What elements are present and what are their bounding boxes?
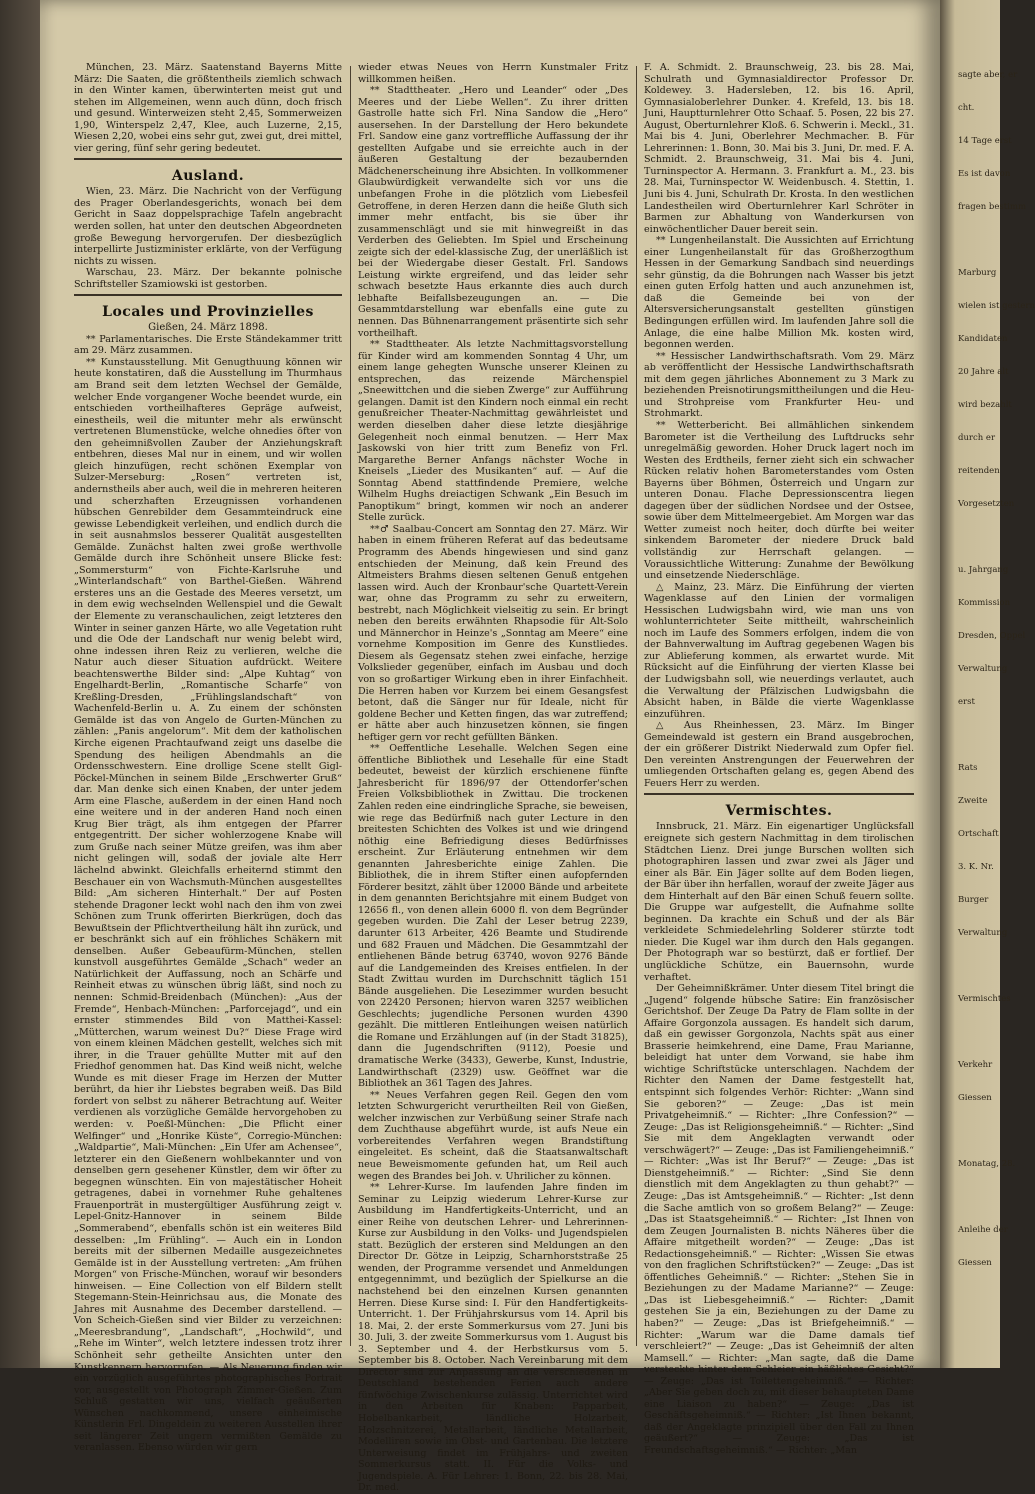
article-saalbau-concert: **♂ Saalbau-Concert am Sonntag den 27. März. Wir haben in einem früheren Referat auf das bedeutsame Programm des Abends hingewiesen und sind ganz entschieden der Meinung, daß kein Freund des Altmeisters Brahms diesen seltenen Genuß entgehen lassen wird. Auch der Kronbaur'sche Quartett-Verein war, ohne das Programm zu sehr zu erweitern, bestrebt, nach Möglichkeit vielseitig zu sein. Er bringt neben den bereits erwähnten Rhapsodie für Alt-Solo und Männerchor in Heinze's „Sonntag am Meere“ eine vornehme Komposition im Genre des Kunstliedes. Diesem als Gegensatz stehen zwei einfache, herzige Volkslieder gegenüber, einfach im Ausbau und doch von so großartiger Wirkung eben in ihrer Einfachheit. Die Herren haben vor Kurzem bei einem Gesangsfest betont, daß die Sänger nur für Ideale, nicht für goldene Becher und Ketten fingen, das war zutreffend; er hätte aber auch hinzusetzen können, sie fingen heftiger gern vor recht gefüllten Bänken. [358, 523, 628, 743]
column-3 [644, 62, 914, 1456]
section-heading-locales: Locales und Provinzielles [102, 304, 314, 321]
adjacent-page-line: Monatag, 28. [958, 1159, 1016, 1169]
article-teacher-courses: ** Lehrer-Kurse. Im laufenden Jahre finden im Seminar zu Leipzig wiederum Lehrer-Kurse zur Ausbildung im Handfertigkeits-Unterricht, und an einer Reihe von deutschen Lehrer- und Lehrerinnen-Kurse zur Ausbildung in den Volks- und Jugendspielen statt. Bezüglich der ersteren sind Meldungen an den Director Dr. Götze in Leipzig, Scharnhorststraße 25 wenden, der Programme versendet und Anmeldungen entgegennimmt, und bezüglich der Spielkurse an die nachstehend bei den einzelnen Kursen genannten Herren. Diese Kurse sind: I. Für den Handfertigkeits-Unterricht. 1. Der Frühjahrskursus vom 14. April bis 18. Mai, 2. der erste Sommerkursus vom 27. Juni bis 30. Juli, 3. der zweite Sommerkursus vom 1. August bis 3. September und 4. der Herbstkursus vom 5. September bis 8. October. Nach Vereinbarung mit dem Director sind zur Anpassung an die verschiedenen in Deutschland bestehenden Ferien auch andere fünfwöchige Zwischenkurse zulässig. Unterrichtet wird in den Arbeiten für Knaben: Papparbeit, Hobelbankarbeit, ländliche Holzarbeit, Holzschnitzerei, Metallarbeit, ländliche Metallarbeit, Modelliren sowie im Obst- und Gartenbau. Die letztere Unterweisung findet im Frühjahrs- und zweiten Sommerkursus statt. II. Für die Volks- und Jugendspiele. A. Für Lehrer: 1. Bonn, 22. bis 28. Mai, Dr. med. [358, 1182, 628, 1494]
divider [74, 294, 342, 296]
adjacent-page-line [940, 730, 1000, 741]
adjacent-page-line: Ortschaft [958, 829, 999, 839]
article-mainz-railway: △ Mainz, 23. März. Die Einführung der vierten Wagenklasse auf den Linien der vormaligen Hessischen Ludwigsbahn wird, wie man uns von wohlunterrichteter Seite mittheilt, wahrscheinlich noch im Laufe des Sommers erfolgen, indem die von der Bahnverwaltung im Auftrag gegebenen Wagen bis zur Ablieferung kommen, als erwartet wurde. Mit Rücksicht auf die Einführung der vierten Klasse bei der Ludwigsbahn soll, wie neuerdings verlautet, auch die Verwaltung der Pfälzischen Ludwigsbahn die Absicht haben, in Bälde die vierte Wagenklasse einzuführen. [644, 581, 914, 720]
article-continuation: wieder etwas Neues von Herrn Kunstmaler Fritz willkommen heißen. [358, 62, 628, 85]
adjacent-page-line [940, 1126, 1000, 1137]
column-rule [350, 66, 351, 1346]
adjacent-page-line: cht. [958, 103, 975, 113]
article-parliament: ** Parlamentarisches. Die Erste Ständekammer tritt am 29. März zusammen. [74, 333, 342, 357]
column-2 [358, 62, 628, 1494]
adjacent-page-line: Vermischtes [958, 994, 1011, 1004]
article-vienna: Wien, 23. März. Die Nachricht von der Verfügung des Prager Oberlandesgerichts, wonach bei dem Gericht in Saaz doppelsprachige Tafeln angebracht werden sollen, hat unter den deutschen Abgeordneten große Bewegung hervorgerufen. Der diesbezüglich interpellirte Justizminister erklärte, von der Verfügung nichts zu wissen. [74, 186, 342, 267]
text-columns [74, 62, 914, 1494]
adjacent-page-line: Giessen [958, 1093, 992, 1103]
adjacent-page-line: wielen ist gestern [958, 301, 1035, 311]
adjacent-page-line: 14 Tage erst [958, 136, 1012, 146]
adjacent-page-line: reitenden [958, 466, 1000, 476]
adjacent-page-line: Zweite [958, 796, 988, 806]
section-heading-vermischtes: Vermischtes. [725, 803, 833, 820]
column-rule [636, 66, 637, 1346]
section-heading-ausland: Ausland. [171, 168, 245, 185]
adjacent-page-line: Verwaltung [958, 928, 1008, 938]
article-theatre-hero: ** Stadttheater. „Hero und Leander“ oder „Des Meeres und der Liebe Wellen“. Zu ihrer dritten Gastrolle hatte sich Frl. Nina Sandow die „Hero“ ausersehen. In der Darstellung der Hero bekundete Frl. Sandow eine ganz vortreffliche Auffassung der ihr gestellten Aufgabe und sie erreichte auch in der äußeren Gestaltung der bezaubernden Mädchenerscheinung ihre Absichten. In vollkommener Glaubwürdigkeit verwandelte sich vor uns die unbefangen Frohe in die plötzlich vom Liebesfeil Getroffene, in deren Herzen dann die heiße Gluth sich immer mehr entfacht, bis sie über ihr zusammenschlägt und sie mit hinwegreißt in das Verderben des Geliebten. Im Spiel und Erscheinung zeigte sich der edel-klassische Zug, der unerläßlich ist bei der Wiedergabe dieser Gestalt. Frl. Sandows Leistung wirkte ergreifend, und das leider sehr schwach besetzte Haus erkannte dies auch durch lebhafte Beifallsbezeugungen an. — Die Gesammtdarstellung war ebenfalls eine gute zu nennen. Das Bühnenarrangement präsentirte sich sehr vortheilhaft. [358, 85, 628, 339]
newspaper-page [40, 0, 940, 1494]
column-1 [74, 62, 342, 1454]
article-weather-report: ** Wetterbericht. Bei allmählichen sinkendem Barometer ist die Vertheilung des Luftdrucks sehr unregelmäßig geworden. Hoher Druck lagert noch im Westen des Erdtheils, ferner zieht sich ein schwacher Rücken relativ hohen Barometerstandes vom Osten Bayerns über Böhmen, Österreich und Ungarn zur unteren Donau. Flache Depressionscentra liegen dagegen über der südlichen Nordsee und der Ostsee, sowie über dem Mittelmeergebiet. Am Morgen war das Wetter zumeist noch heiter, doch dürfte bei weiter sinkendem Barometer der niedere Druck bald vollständig zur Herrschaft gelangen. — Voraussichtliche Witterung: Zunahme der Bewölkung und einsetzende Niederschläge. [644, 419, 914, 582]
adjacent-page-fragment [940, 0, 1035, 1368]
adjacent-page-line: Rats [958, 763, 978, 773]
divider [644, 793, 914, 795]
article-art-exhibition: ** Kunstausstellung. Mit Genugthuung können wir heute konstatiren, daß die Ausstellung im Thurmhaus am Brand seit dem letzten Wechsel der Gemälde, welcher Ende vorgangener Woche beendet wurde, ein entschieden vortheilhafteres Gepräge aufweist, einestheils, weil die mitunter mehr als erwünscht vertretenen Blumenstücke, welche ohnedies öfter von den geheimnißvollen Zauber der Anziehungskraft entbehren, dieses Mal nur in einem, und wir wollen gleich hinzufügen, recht schönen Exemplar von Sulzer-Merseburg: „Rosen“ vertreten ist, andernstheils aber auch, weil die in mehreren heiteren und scherzhaften Erzeugnissen vorhandenen hübschen Genrebilder dem Gesammteindruck eine gewisse Lebendigkeit verleihen, und endlich durch die in seit ausnahmslos besserer Qualität ausgestellten Gemälde. Zunächst halten zwei große werthvolle Gemälde durch ihre Schönheit unsere Blicke fest: „Sommersturm“ von Fichte-Karlsruhe und „Winterlandschaft“ von Barthel-Gießen. Während ersteres uns an die Gestade des Meeres versetzt, um in dem ewig wechselnden Wellenspiel und die Gewalt der Elemente zu veranschaulichen, zeigt letzteres den Winter in seiner ganzen Härte, wo alle Vegetation ruht und die Ode der Landschaft nur wenig belebt wird, ohne indessen ihren Reiz zu verlieren, welche die Natur auch dieser Situation aufdrückt. Weitere beachtenswerthe Bilder sind: „Alpe Kuhtag“ von Engelhardt-Berlin, „Romantische Scharfe“ von Kreßling-Dresden, „Frühlingslandschaft“ von Wachenfeld-Berlin u. A. Zu einem der schönsten Gemälde ist das von Angelo de Gurten-München zu zählen: „Panis angelorum“. Mit dem der katholischen Kirche eigenen Prachtaufwand zeigt uns daselbe die Spendung des heiligen Abendmahls an die Ordensschwestern. Eine drollige Scene stellt Gigl-Pöckel-München in seinem Bilde „Erschwerter Gruß“ dar. Man denke sich einen Knaben, der unter jedem Arm eine Flasche, außerdem in der einen Hand noch eine weitere und in der anderen Hand noch einen Krug Bier trägt, als ihm entgegen der Pfarrer entgegentritt. Der sicher wohlerzogene Knabe will zum Gruße nach seiner Mütze greifen, was ihm aber nicht gelingen will, sodaß der joviale alte Herr lächelnd abwinkt. Gleichfalls erheiternd stimmt den Beschauer ein von Wachsmuth-München ausgestelltes Bild: „Am sicheren Hinterhalt.“ Der auf Posten stehende Dragoner leckt wohl nach den ihm von zwei Schönen zum Trunk offerirten Bierkrügen, doch das Bewußtsein der Pflichtvertheilung hält ihn zurück, und er beschränkt sich auf ein fröhliches Schäkern mit denselben. Außer Gebeaufürm-München, stellen kunstvoll ausgeführtes Gemälde „Schach“ weder an Natürlichkeit der Auffassung, noch an Schärfe und Reinheit etwas zu wünschen übrig läßt, sind noch zu nennen: Schmid-Breidenbach (München): „Aus der Fremde“, Henbach-München: „Parforcejagd“, und ein ernster stimmendes Bild von Matthei-Kassel: „Mütterchen, warum weinest Du?“ Diese Frage wird von einem kleinen Mädchen gestellt, welches sich mit ihrer, in die Trauer gehüllte Mutter mit auf den Friedhof genommen hat. Das Kind weiß nicht, welche Wunde es mit dieser Frage im Herzen der Mutter berührt, da hier ihr Liebstes begraben weiß. Das Bild fordert von selbst zu näherer Betrachtung auf. Weiter verdienen als vorzügliche Gemälde hervorgehoben zu werden: v. Poeßl-München: „Die Pflicht einer Welfinger“ und „Honrike Küste“, Corregio-München: „Waldpartie“, Mali-München: „Ein Ufer am Achensee“, letzterer ein den Gießenern wohlbekannter und von denselben gern gesehener Künstler, dem wir öfter zu begegnen wünschten. Ein von majestätischer Hoheit getragenes, dabei in vornehmer Ruhe gehaltenes Frauenporträt in mustergültiger Ausführung zeigt v. Lepel-Gnitz-Hannover in seinem Bilde „Sommerabend“, ebenfalls schön ist ein weiteres Bild desselben: „Im Frühling“. — Auch ein in London bereits mit der silbernen Medaille ausgezeichnetes Gemälde ist in der Ausstellung vertreten: „Am frühen Morgen“ von Frische-München, worauf wir besonders hinweisen. — Eine Collection von elf Bildern stellt Stegemann-Stein-Heinrichsau aus, die Monate des Jahres mit Ausnahme des December darstellend. — Von Scheich-Gießen sind vier Bilder zu verzeichnen: „Meeresbrandung“, „Landschaft“, „Hochwild“, und „Rehe im Winter“, welch letztere indessen trotz ihrer Schönheit sehr getheilte Ansichten unter den Kunstkennern hervorrufen. — Als Neuerung finden wir ein vorzüglich ausgeführtes photographisches Portrait vor, ausgestellt von Photograph Zimmer-Gießen. Zum Schluß gestatten wir uns, vielfach geäußerten Wünschen nachkommend, unsere einheimische Künstlerin Frl. Dingeldein zu weiteren Ausstellen ihrer seit längerer Zeit ungern vermißten Gemälde zu veranlassen. Ebenso würden wir gern [74, 356, 342, 1454]
adjacent-page-line [940, 1027, 1000, 1038]
adjacent-page-line [940, 235, 1000, 246]
dateline: Gießen, 24. März 1898. [148, 322, 268, 334]
adjacent-page-line: Marburg [958, 268, 997, 278]
article-courses-continued: F. A. Schmidt. 2. Braunschweig, 23. bis 28. Mai, Schulrath und Gymnasialdirector Professor Dr. Koldewey. 3. Hadersleben, 12. bis 16. April, Gymnasialoberlehrer Dunker. 4. Krefeld, 13. bis 18. Juni, Hauptturnlehrer Otto Schaaf. 5. Posen, 22 bis 27. August, Oberturnlehrer Kloß. 6. Schwerin i. Meckl., 31. Mai bis 4. Juni, Oberlehrer Mechmacher. B. Für Lehrerinnen: 1. Bonn, 30. Mai bis 3. Juni, Dr. med. F. A. Schmidt. 2. Braunschweig, 31. Mai bis 4. Juni, Turninspector A. Hermann. 3. Frankfurt a. M., 23. bis 28. Mai, Turninspector W. Weidenbusch. 4. Stettin, 1. Juni bis 4. Juni, Schulrath Dr. Krosta. In den westlichen Landestheilen wird Oberturnlehrer Karl Schröter in Barmen zur Abhaltung von Wanderkursen von einwöchentlicher Dauer bereit sein. [644, 62, 914, 235]
article-reil-trial: ** Neues Verfahren gegen Reil. Gegen den vom letzten Schwurgericht verurtheilten Reil von Gießen, welcher inzwischen zur Verbüßung seiner Strafe nach dem Zuchthause abgeführt wurde, ist aufs Neue ein vorbereitendes Verfahren wegen Brandstiftung eingeleitet. Es scheint, daß die Staatsanwaltschaft neue Beweismomente gefunden hat, um Reil auch wegen des Brandes bei Joh. v. Uhrilicher zu können. [358, 1089, 628, 1182]
adjacent-page-line: Verwaltung [958, 664, 1008, 674]
article-lung-sanatorium: ** Lungenheilanstalt. Die Aussichten auf Errichtung einer Lungenheilanstalt für das Großherzogthum Hessen in der Gemarkung Sandbach sind neuerdings sehr günstig, da die Bohrungen nach Wasser bis jetzt einen guten Erfolg hatten und auch anzunehmen ist, daß die Gemeinde bei von der Altersversicherungsanstalt gestellten günstigen Bedingungen erfüllen wird. Im laufenden Jahre soll die Anlage, die eine halbe Million Mk. kosten wird, begonnen werden. [644, 235, 914, 351]
article-warsaw: Warschau, 23. März. Der bekannte polnische Schriftsteller Szamiowski ist gestorben. [74, 267, 342, 290]
adjacent-page-line: Burger [958, 895, 989, 905]
adjacent-page-line: u. Jahrgang [958, 565, 1009, 575]
article-agriculture-council: ** Hessischer Landwirthschaftsrath. Vom 29. März ab veröffentlicht der Hessische Landwirthschaftsrath mit dem gegen jährliches Abonnement zu 3 Mark zu beziehenden Preisnotirungsmittheilungen und die Heu- und Strohpreise vom Frankfurter Heu- und Strohmarkt. [644, 350, 914, 420]
adjacent-page-text [940, 0, 1035, 1269]
article-secret-keeper: Der Geheimnißkrämer. Unter diesem Titel bringt die „Jugend“ folgende hübsche Satire: Ein französischer Gerichtshof. Der Zeuge Da Patry de Flam sollte in der Affaire Gorgonzola aussagen. Es handelt sich darum, daß ein gewisser Gorgonzola, Nachts spät aus einer Brasserie heimkehrend, eine Dame, Frau Marianne, beleidigt hat unter dem Vorwand, sie habe ihm wichtige Schriftstücke unterschlagen. Nachdem der Richter den Namen der Dame festgestellt hat, entspinnt sich folgendes Verhör: Richter: „Wann sind Sie geboren?“ — Zeuge: „Das ist mein Privatgeheimniß.“ — Richter: „Ihre Confession?“ — Zeuge: „Das ist Religionsgeheimniß.“ — Richter: „Sind Sie mit dem Angeklagten verwandt oder verschwägert?“ — Zeuge: „Das ist Familiengeheimniß.“ — Richter: „Was ist Ihr Beruf?“ — Zeuge: „Das ist Dienstgeheimniß.“ — Richter: „Sind Sie denn dienstlich mit dem Angeklagten zu thun gehabt?“ — Zeuge: „Das ist Amtsgeheimniß.“ — Richter: „Ist denn die Sache amtlich von so großem Belang?“ — Zeuge: „Das ist Staatsgeheimniß.“ — Richter: „Ist Ihnen von dem Zeugen Journalisten B. nichts Näheres über die Affaire mitgetheilt worden?“ — Zeuge: „Das ist Redactionsgeheimniß.“ — Richter: „Wissen Sie etwas von den fraglichen Schriftstücken?“ — Zeuge: „Das ist öffentliches Geheimniß.“ — Richter: „Stehen Sie in Beziehungen zu der Madame Marianne?“ — Zeuge: „Das ist Liebesgeheimniß.“ — Richter: „Damit gestehen Sie ja ein, Beziehungen zu der Dame zu haben?“ — Zeuge: „Das ist Briefgeheimniß.“ — Richter: „Warum war die Dame damals tief verschleiert?“ — Zeuge: „Das ist Geheimniß der alten Mamsell.“ — Richter: „Man sagte, daß die Dame versteckte hinter dem Schleier ein häßliches Gesicht?“ — Zeuge: „Das ist Toilettengeheimniß.“ — Richter: „Aber Sie geben doch zu, mit dieser behaupteten Dame eine Liaison zu haben?“ — Zeuge: „Das ist Geschäftsgeheimniß.“ — Richter: „Ist Ihnen bekannt, daß der Angeklagte prinzipiell über den Fall zu Ihnen geäußert?“ — Zeuge: „Das ist Freundschaftsgeheimniß.“ — Richter: „Man [644, 983, 914, 1456]
adjacent-page-line: Dresden, Oppel [958, 631, 1026, 641]
adjacent-page-line: Kommission [958, 598, 1011, 608]
article-munich-crops: München, 23. März. Saatenstand Bayerns Mitte März: Die Saaten, die größtentheils ziemlich schwach in den Winter kamen, überwinterten meist gut und stehen im Allgemeinen, wenn auch dünn, doch frisch und gesund. Winterweizen steht 2,45, Sommerweizen 1,90, Winterspelz 2,47, Klee, auch Luzerne, 2,15, Wiesen 2,20, wobei eins sehr gut, zwei gut, drei mittel, vier gering, fünf sehr gering bedeutet. [74, 62, 342, 154]
article-innsbruck-accident: Innsbruck, 21. März. Ein eigenartiger Unglücksfall ereignete sich gestern Nachmittag in dem tirolischen Städtchen Lienz. Drei junge Burschen wollten sich photographiren lassen und zwar zwei als Jäger und einer als Bär. Ein Jäger sollte auf dem Boden liegen, der Bär über ihn herfallen, worauf der zweite Jäger aus dem Hinterhalt auf den Bär einen Schuß feuern sollte. Die Gruppe war aufgestellt, die Aufnahme sollte beginnen. Da krachte ein Schuß und der als Bär verkleidete Schmiedelehrling Solderer stürzte todt nieder. Die Kugel war ihm durch den Hals gegangen. Der Photograph war so bestürzt, daß er fortlief. Der unglückliche Schütze, ein Bauernsohn, wurde verhaftet. [644, 821, 914, 983]
adjacent-page-line: 20 Jahre alt [958, 367, 1009, 377]
adjacent-page-line: durch er [958, 433, 996, 443]
article-theatre-children: ** Stadttheater. Als letzte Nachmittagsvorstellung für Kinder wird am kommenden Sonntag 4 Uhr, um einem lange gehegten Wunsche unserer Kleinen zu entsprechen, das reizende Märchenspiel „Sneewittchen und die sieben Zwerge“ zur Aufführung gelangen. Damit ist den Kindern noch einmal ein recht genußreicher Theater-Nachmittag gewährleistet und werden dieselben daher diese letzte diesjährige Gelegenheit noch einmal benutzen. — Herr Max Jaskowski von hier tritt zum Benefiz von Frl. Margarethe Berner Anfangs nächster Woche in Kneisels „Lieder des Musikanten“ auf. — Auf die Sonntag Abend stattfindende Premiere, welche Wilhelm Hughs dreiactigen Schwank „Ein Besuch im Panoptikum“ bringt, kommen wir noch an anderer Stelle zurück. [358, 339, 628, 524]
adjacent-page-line: wird bezahlt [958, 400, 1012, 410]
adjacent-page-line: erst [958, 697, 975, 707]
divider [74, 158, 342, 160]
adjacent-page-line: 3. K. Nr. [958, 862, 994, 872]
adjacent-page-line [940, 961, 1000, 972]
adjacent-page-line: Giessen [958, 1258, 992, 1268]
adjacent-page-line: Verkehr [958, 1060, 993, 1070]
adjacent-page-line: sagte aber, er [958, 70, 1018, 80]
binding-edge-left [0, 0, 40, 1368]
adjacent-page-line: Anleihe der [958, 1225, 1008, 1235]
article-public-library: ** Oeffentliche Lesehalle. Welchen Segen eine öffentliche Bibliothek und Lesehalle für eine Stadt bedeutet, beweist der kürzlich erschienene fünfte Jahresbericht für 1896/97 der Ottendorfer'schen Freien Volksbibliothek in Zwittau. Die trockenen Zahlen reden eine eindringliche Sprache, sie beweisen, wie rege das Bedürfniß nach guter Lecture in den breitesten Schichten des Volkes ist und wie dringend nöthig eine Befriedigung dieses Bedürfnisses erscheint. Zur Erläuterung entnehmen wir dem genannten Jahresberichte einige Zahlen. Die Bibliothek, die in ihrem Stifter einen aufopfernden Förderer besitzt, zählt über 12000 Bände und arbeitete in dem genannten Berichtsjahre mit einem Budget von 12656 fl., von denen allein 6000 fl. von dem Begründer gegeben wurden. Die Zahl der Leser betrug 2239, darunter 613 Arbeiter, 426 Beamte und Studirende und 682 Frauen und Mädchen. Die Gesammtzahl der entliehenen Bände betrug 63740, wovon 9276 Bände auf die Landgemeinden des Kreises entfielen. In der Stadt Zwittau wurden im Durchschnitt täglich 151 Bände ausgeliehen. Die Lesezimmer wurden besucht von 22420 Personen; hiervon waren 3257 weiblichen Geschlechts; jugendliche Personen wurden 4390 gezählt. Die mittleren Entleihungen weisen natürlich die Romane und Erzählungen auf (in der Stadt 31825), dann die Jugendschriften (9112), Poesie und dramatische Werke (3433), Gewerbe, Kunst, Industrie, Landwirthschaft (2329) usw. Geöffnet war die Bibliothek an 361 Tagen des Jahres. [358, 743, 628, 1090]
adjacent-page-line [940, 532, 1000, 543]
adjacent-page-line: Kandidaten [958, 334, 1008, 344]
adjacent-page-line: Vorgesetzten [958, 499, 1015, 509]
adjacent-page-line: Es ist davon [958, 169, 1011, 179]
adjacent-page-line: fragen bestimm [958, 202, 1027, 212]
article-rheinhessen-fire: △ Aus Rheinhessen, 23. März. Im Binger Gemeindewald ist gestern ein Brand ausgebrochen, der ein größerer Distrikt Niederwald zum Opfer fiel. Den vereinten Anstrengungen der Feuerwehren der umliegenden Ortschaften gelang es, gegen Abend des Feuers Herr zu werden. [644, 720, 914, 789]
adjacent-page-line [940, 1192, 1000, 1203]
